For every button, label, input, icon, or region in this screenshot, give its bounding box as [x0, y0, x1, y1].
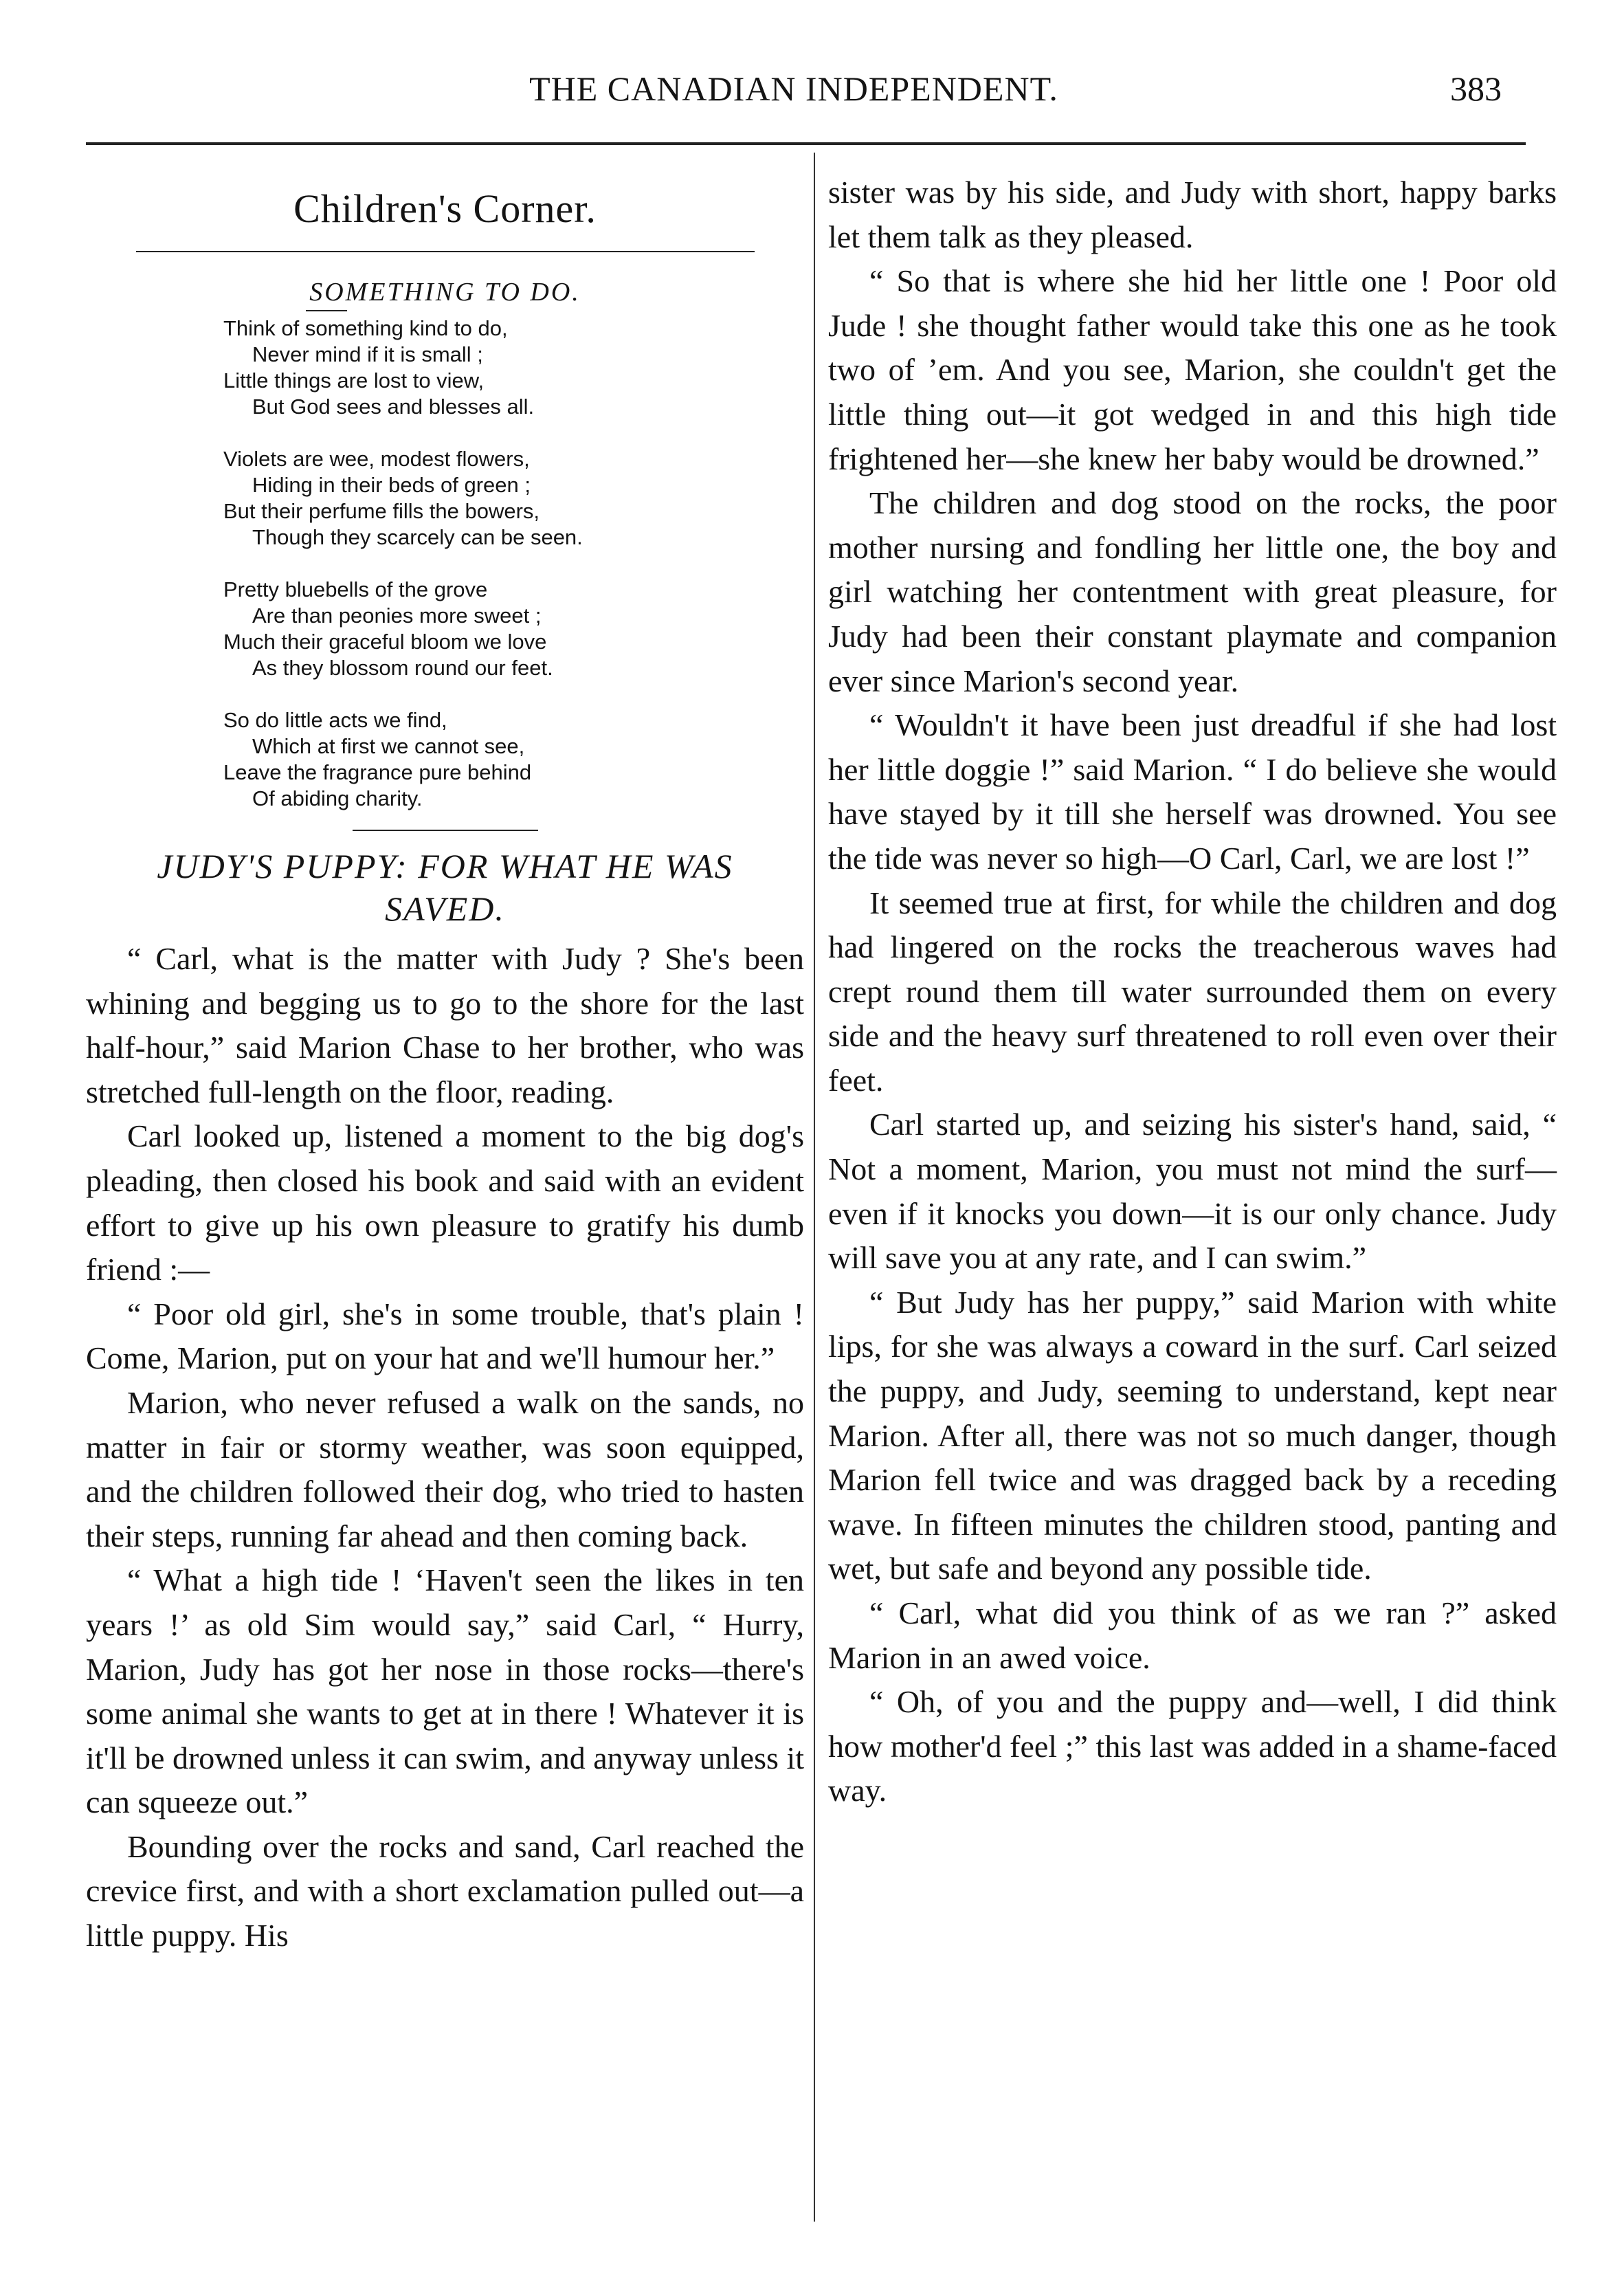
journal-title: THE CANADIAN INDEPENDENT.	[529, 69, 1058, 108]
column-divider	[814, 153, 815, 2222]
poem-stanza	[223, 707, 804, 812]
poem-line: Which at first we cannot see,	[252, 734, 525, 758]
paragraph: “ Oh, of you and the puppy and—well, I did think how mother'd feel ;” this last was added in a shame-faced way.	[828, 1684, 1557, 1808]
poem-title: SOMETHING TO DO.	[309, 278, 581, 307]
poem-line: Violets are wee, modest flowers,	[223, 447, 530, 471]
poem-line: Are than peonies more sweet ;	[252, 604, 542, 628]
paragraph: Bounding over the rocks and sand, Carl reached the crevice first, and with a short exclamation pulled out—a little puppy. His	[86, 1828, 804, 1954]
paragraph: “ So that is where she hid her little one ! Poor old Jude ! she thought father would take this one as he took two of ’em. And you see, Marion, she couldn't get the little thing out—it got wedged in and this high tide frightened her—she knew her baby would be drowned.”	[828, 263, 1557, 476]
paragraph: It seemed true at first, for while the children and dog had lingered on the rocks the treacherous waves had crept round them till water surrounded them on every side and the heavy surf threatened to roll even over their feet.	[828, 885, 1557, 1098]
running-head	[86, 69, 1502, 117]
poem-stanza	[223, 446, 804, 551]
page-number: 383	[1450, 69, 1502, 108]
paragraph: “ What a high tide ! ‘Haven't seen the likes in ten years !’ as old Sim would say,” said Carl, “ Hurry, Marion, Judy has got her nose in those rocks—there's some animal she wants to get at in there ! Whatever it is it'll be drowned unless it can swim, and anyway unless it can squeeze out.”	[86, 1562, 804, 1820]
paragraph: Marion, who never refused a walk on the sands, no matter in fair or stormy weather, was soon equipped, and the children followed their dog, who tried to hasten their steps, running far ahead and then coming back.	[86, 1384, 804, 1553]
poem-line: Leave the fragrance pure behind	[223, 760, 532, 784]
story-title-line: SAVED.	[385, 889, 505, 928]
poem-line: Little things are lost to view,	[223, 368, 485, 392]
poem	[223, 316, 804, 812]
poem-line: So do little acts we find,	[223, 708, 447, 732]
poem-line: Never mind if it is small ;	[252, 342, 483, 366]
paragraph: The children and dog stood on the rocks, the poor mother nursing and fondling her little one, the boy and girl watching her contentment with great pleasure, for Judy had been their constant playmate and companion ever since Marion's second year.	[828, 485, 1557, 698]
poem-line: Though they scarcely can be seen.	[252, 525, 583, 549]
right-column	[828, 170, 1557, 1813]
poem-line: Much their graceful bloom we love	[223, 630, 547, 654]
poem-stanza	[223, 577, 804, 681]
paragraph: “ Carl, what is the matter with Judy ? She's been whining and begging us to go to the shore for the last half-hour,” said Marion Chase to her brother, who was stretched full-length on the floor, reading.	[86, 941, 804, 1109]
story-text-right	[828, 170, 1557, 1813]
poem-stanza	[223, 316, 804, 420]
poem-end-rule	[353, 830, 538, 831]
paragraph: sister was by his side, and Judy with short, happy barks let them talk as they pleased.	[828, 175, 1557, 254]
story-text-left	[86, 937, 804, 1958]
poem-line: But God sees and blesses all.	[252, 395, 535, 419]
poem-line: Think of something kind to do,	[223, 316, 508, 340]
paragraph: Carl started up, and seizing his sister's hand, said, “ Not a moment, Marion, you must not mind the surf—even if it knocks you down—it is our only chance. Judy will save you at any rate, and I can swim.”	[828, 1107, 1557, 1276]
poem-title-rule	[306, 310, 347, 311]
paragraph: “ Wouldn't it have been just dreadful if she had lost her little doggie !” said Marion. “ I do believe she would have stayed by it till she herself was drowned. You see the tide was never so high—O Carl, Carl, we are lost !”	[828, 707, 1557, 876]
header-rule	[86, 142, 1526, 145]
paragraph: “ Carl, what did you think of as we ran ?” asked Marion in an awed voice.	[828, 1595, 1557, 1675]
poem-line: But their perfume fills the bowers,	[223, 499, 540, 523]
story-title-line: JUDY'S PUPPY: FOR WHAT HE WAS	[157, 847, 733, 885]
section-heading: Children's Corner.	[293, 186, 597, 231]
poem-line: Pretty bluebells of the grove	[223, 577, 488, 601]
poem-line: As they blossom round our feet.	[252, 656, 553, 680]
poem-line: Of abiding charity.	[252, 786, 423, 810]
story-title	[86, 845, 804, 930]
left-column	[86, 170, 804, 1958]
poem-line: Hiding in their beds of green ;	[252, 473, 531, 497]
paragraph: “ Poor old girl, she's in some trouble, that's plain ! Come, Marion, put on your hat and we'll humour her.”	[86, 1296, 804, 1376]
paragraph: “ But Judy has her puppy,” said Marion with white lips, for she was always a coward in the surf. Carl seized the puppy, and Judy, seeming to understand, kept near Marion. After all, there was not so much danger, though Marion fell twice and was dragged back by a receding wave. In fifteen minutes the children stood, panting and wet, but safe and beyond any possible tide.	[828, 1284, 1557, 1586]
paragraph: Carl looked up, listened a moment to the big dog's pleading, then closed his book and said with an evident effort to give up his own pleasure to gratify his dumb friend :—	[86, 1118, 804, 1287]
section-rule	[136, 251, 755, 252]
